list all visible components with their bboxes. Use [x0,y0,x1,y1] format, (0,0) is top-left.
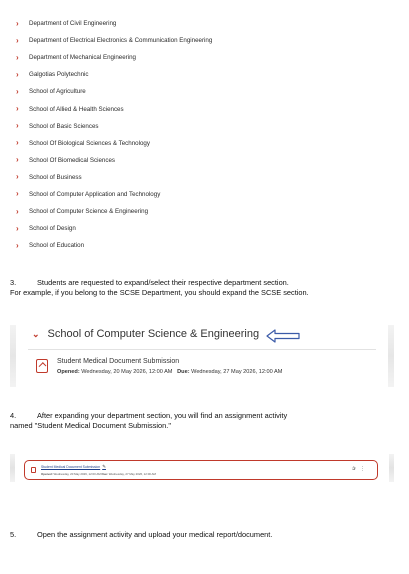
people-icon[interactable]: ✰ [351,466,360,472]
department-item-agriculture[interactable] [16,83,396,100]
opened-value: Wednesday, 20 May 2026, 12:00 AM [53,471,101,476]
department-label: School Of Biomedical Sciences [29,156,115,164]
department-item-computer-application[interactable] [16,186,396,203]
step-text-continuation: named "Student Medical Document Submission." [10,421,171,431]
step-number: 4. [10,411,17,420]
section-header[interactable] [32,328,259,340]
step-number: 5. [10,530,17,539]
opened-label: Opened: [57,369,80,375]
chevron-right-icon: › [16,223,19,233]
department-item-business[interactable] [16,169,396,186]
opened-label: Opened: [41,471,53,476]
screenshot-activity-highlight [10,452,394,488]
assignment-file-icon [36,359,48,373]
assignment-activity-highlighted[interactable] [24,460,378,480]
screenshot-edge [10,325,16,387]
department-item-biological[interactable] [16,135,396,152]
department-item-eece[interactable] [16,32,396,49]
activity-title[interactable]: Student Medical Document Submission [57,358,180,365]
screenshot-expanded-section [10,321,394,392]
screenshot-edge [10,454,15,482]
chevron-right-icon: › [16,18,19,28]
department-item-mechanical[interactable] [16,49,396,66]
chevron-right-icon: › [16,69,19,79]
assignment-activity[interactable] [36,358,282,375]
department-label: School of Computer Application and Technology [29,190,161,198]
department-item-allied-health[interactable] [16,100,396,117]
chevron-right-icon: › [16,240,19,250]
department-label: School of Business [29,173,82,181]
department-label: School of Computer Science & Engineering [29,208,149,216]
department-label: Department of Civil Engineering [29,20,117,28]
divider [28,349,376,350]
department-label: School of Allied & Health Sciences [29,105,124,113]
chevron-right-icon: › [16,155,19,165]
step-text-continuation: For example, if you belong to the SCSE Department, you should expand the SCSE section. [10,288,309,298]
assignment-file-icon [31,467,36,473]
chevron-right-icon: › [16,86,19,96]
step-4-instruction [10,411,400,432]
due-value: Wednesday, 27 May 2026, 12:00 AM [191,369,283,375]
screenshot-edge [388,325,394,387]
chevron-right-icon: › [16,35,19,45]
department-item-polytechnic[interactable] [16,66,396,83]
department-label: School of Agriculture [29,88,86,96]
step-text: Open the assignment activity and upload your medical report/document. [37,530,273,539]
department-label: School of Education [29,242,85,250]
department-item-basic-sciences[interactable] [16,118,396,135]
more-menu-icon[interactable]: ⋮ [360,466,369,472]
department-label: Department of Electrical Electronics & Communication Engineering [29,37,213,45]
chevron-right-icon: › [16,104,19,114]
activity-title[interactable]: Student Medical Document Submission ✎ [41,464,106,470]
pencil-icon[interactable]: ✎ [102,464,106,470]
section-title: School of Computer Science & Engineering [47,328,260,340]
due-value: Wednesday, 27 May 2026, 12:00 AM [108,471,156,476]
department-label: Galgotias Polytechnic [29,71,89,79]
department-list [16,15,396,254]
activity-dates [57,369,282,375]
chevron-right-icon: › [16,121,19,131]
step-text: After expanding your department section, you will find an assignment activity [37,411,288,420]
chevron-right-icon: › [16,138,19,148]
department-item-education[interactable] [16,237,396,254]
department-label: School of Basic Sciences [29,122,99,130]
activity-dates [41,472,156,476]
chevron-down-icon: ⌄ [32,328,40,339]
chevron-right-icon: › [16,206,19,216]
activity-actions[interactable] [352,466,369,472]
step-text: Students are requested to expand/select their respective department section. [37,278,289,287]
chevron-right-icon: › [16,189,19,199]
chevron-right-icon: › [16,52,19,62]
department-item-civil[interactable] [16,15,396,32]
department-label: Department of Mechanical Engineering [29,54,136,62]
screenshot-edge [389,454,394,482]
chevron-right-icon: › [16,172,19,182]
department-item-computer-science[interactable] [16,203,396,220]
due-label: Due: [177,369,190,375]
department-label: School of Design [29,225,76,233]
step-5-instruction [10,530,400,540]
step-3-instruction [10,278,400,299]
department-label: School Of Biological Sciences & Technology [29,139,150,147]
left-arrow-icon [266,329,300,343]
department-item-biomedical[interactable] [16,152,396,169]
department-item-design[interactable] [16,220,396,237]
due-label: Due: [101,471,108,476]
opened-value: Wednesday, 20 May 2026, 12:00 AM [81,369,173,375]
step-number: 3. [10,278,17,287]
